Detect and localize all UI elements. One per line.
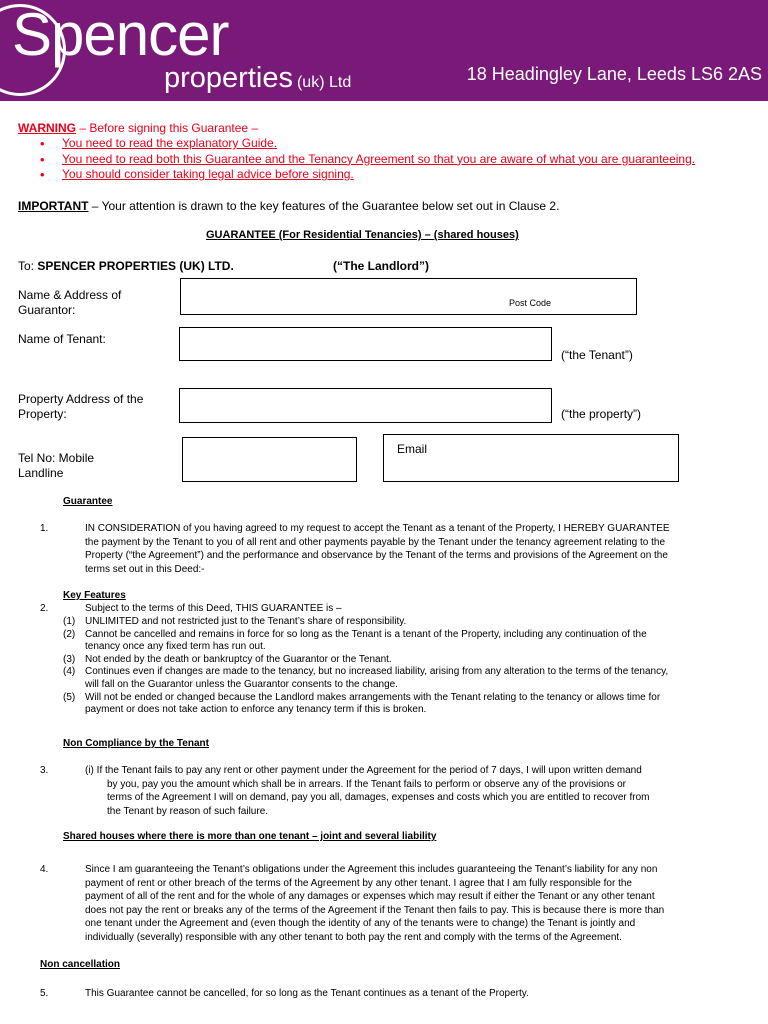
tenant-tag: (“the Tenant”) <box>561 348 633 362</box>
logo-subtitle <box>164 62 351 99</box>
clause-2-intro: Subject to the terms of this Deed, THIS GUARANTEE is – <box>85 603 342 614</box>
email-field[interactable] <box>383 434 679 482</box>
guarantor-address-field[interactable] <box>180 278 637 315</box>
important-label: IMPORTANT <box>18 199 89 213</box>
property-tag: (“the property”) <box>561 407 642 421</box>
clause-number: 3. <box>40 765 49 776</box>
key-feature-line: UNLIMITED and not restricted just to the Tenant’s share of responsibility. <box>85 616 407 627</box>
clause-line: payment of all of the rent and for the whole of any damages or expenses which may result if either the Tenant or any other tenant <box>85 891 655 903</box>
clause-line: individually (severally) responsible with any other tenant to both pay the rent and comply with the terms of the Agreement. <box>85 931 622 943</box>
logo-subtitle-suffix: (uk) Ltd <box>296 74 352 91</box>
clause-number: 4. <box>40 864 49 875</box>
key-feature-item <box>63 616 668 629</box>
letterhead-banner <box>0 0 768 101</box>
key-feature-number: (1) <box>63 616 76 627</box>
clause-1-text <box>85 522 670 576</box>
logo-wordmark: Spencer <box>12 1 229 68</box>
postcode-label: Post Code <box>509 298 552 308</box>
clause-line: (i) If the Tenant fails to pay any rent or other payment under the Agreement for the period of 7 days, I will upon written demand <box>85 765 642 776</box>
clause-line: terms set out in this Deed:- <box>85 563 205 575</box>
heading-shared-houses: Shared houses where there is more than one tenant – joint and several liability <box>63 831 437 842</box>
landlord-role: (“The Landlord”) <box>333 259 429 273</box>
clause-line: IN CONSIDERATION of you having agreed to my request to accept the Tenant as a tenant of the Property, I HEREBY GUARANTEE <box>85 523 670 534</box>
key-feature-line: Cannot be cancelled and remains in force for so long as the Tenant is a tenant of the Property, including any continuation of the <box>85 628 647 640</box>
warning-bullet: • You need to read the explanatory Guide. <box>40 136 695 152</box>
key-feature-item <box>63 666 668 691</box>
key-feature-line: Not ended by the death or bankruptcy of the Guarantor or the Tenant. <box>85 653 392 665</box>
important-text: – Your attention is drawn to the key features of the Guarantee below set out in Clause 2. <box>88 199 560 213</box>
key-feature-item <box>63 654 668 667</box>
key-feature-item <box>63 692 668 717</box>
key-feature-line: will fall on the Guarantor unless the Guarantor consents to the change. <box>85 678 398 690</box>
clause-number: 2. <box>40 603 49 614</box>
key-feature-number: (5) <box>63 691 76 703</box>
heading-key-features: Key Features <box>63 590 126 601</box>
clause-5-text: This Guarantee cannot be cancelled, for so long as the Tenant continues as a tenant of the Property. <box>85 988 529 999</box>
tel-mobile-label: Tel No: Mobile <box>18 451 95 465</box>
clause-line: Since I am guaranteeing the Tenant’s obligations under the Agreement this includes guaranteeing the Tenant’s liability for any non <box>85 864 658 875</box>
property-address-field[interactable] <box>179 388 552 423</box>
clause-line: one tenant under the Agreement and (even though the identity of any of the tenants were to change) the Tenant is jointly and <box>85 918 636 930</box>
tenant-label: Name of Tenant: <box>18 332 106 346</box>
key-features-list <box>63 616 668 717</box>
important-notice <box>18 199 559 213</box>
warning-intro: – Before signing this Guarantee – <box>76 121 259 135</box>
logo-subtitle-text: properties <box>164 62 293 94</box>
tel-label <box>18 451 168 481</box>
clause-number: 1. <box>40 523 49 534</box>
email-label: Email <box>397 442 428 456</box>
clause-line: does not pay the rent or breaks any of the terms of the Agreement if the Tenant then fails to pay. This is because there is more than <box>85 904 665 916</box>
tenant-name-field[interactable] <box>179 327 552 361</box>
guarantor-label: Name & Address of Guarantor: <box>18 288 122 317</box>
warning-bullet: • You should consider taking legal advice before signing. <box>40 167 695 183</box>
addressee <box>18 259 234 273</box>
telephone-field[interactable] <box>182 437 357 482</box>
key-feature-number: (4) <box>63 666 76 678</box>
guarantee-title: GUARANTEE (For Residential Tenancies) – (shared houses) <box>206 229 519 241</box>
clause-line: terms of the Agreement I will on demand, pay you all, damages, expenses and costs which you are entitled to recover from <box>107 792 650 804</box>
clause-line: Property (“the Agreement”) and the performance and observance by the Tenant of the terms and provisions of the Agreement on the <box>85 550 668 562</box>
key-feature-item <box>63 629 668 654</box>
key-feature-number: (2) <box>63 628 76 640</box>
clause-line: by you, pay you the amount which shall be in arrears. If the Tenant fails to perform or observe any of the provisions or <box>107 778 626 790</box>
key-feature-line: tenancy once any fixed term has run out. <box>85 641 266 653</box>
key-feature-line: Will not be ended or changed because the Landlord makes arrangements with the Tenant relating to the tenancy or allows time for <box>85 691 661 703</box>
clause-number: 5. <box>40 988 49 999</box>
heading-non-compliance: Non Compliance by the Tenant <box>63 738 209 749</box>
company-address: 18 Headingley Lane, Leeds LS6 2AS <box>466 64 762 84</box>
key-feature-line: Continues even if changes are made to the tenancy, but no increased liability, arising from any alteration to the terms of the tenancy, <box>85 666 669 678</box>
warning-line <box>18 121 258 135</box>
addressee-name: SPENCER PROPERTIES (UK) LTD. <box>37 259 234 273</box>
key-feature-number: (3) <box>63 653 76 665</box>
clause-line: the Tenant by reason of such failure. <box>107 805 269 817</box>
warning-label: WARNING <box>18 121 76 135</box>
addressee-prefix: To: <box>18 259 38 273</box>
heading-non-cancellation: Non cancellation <box>40 959 121 970</box>
key-feature-line: payment or does not take action to enforce any tenancy term if this is broken. <box>85 704 427 716</box>
warning-bullets <box>40 136 695 183</box>
property-label: Property Address of the Property: <box>18 392 144 421</box>
tel-landline-label: Landline <box>18 466 64 480</box>
warning-bullet: • You need to read both this Guarantee and the Tenancy Agreement so that you are aware of what you are guaranteeing. <box>40 152 695 168</box>
clause-line: the payment by the Tenant to you of all rent and other payments payable by the Tenant under the tenancy agreement relating to the <box>85 536 666 548</box>
clause-3-text <box>85 764 650 818</box>
clause-4-text <box>85 863 664 945</box>
heading-guarantee: Guarantee <box>63 496 113 507</box>
clause-line: payment of rent or other breach of the terms of the Agreement by any other tenant. I agree that I am fully responsible for the <box>85 877 632 889</box>
